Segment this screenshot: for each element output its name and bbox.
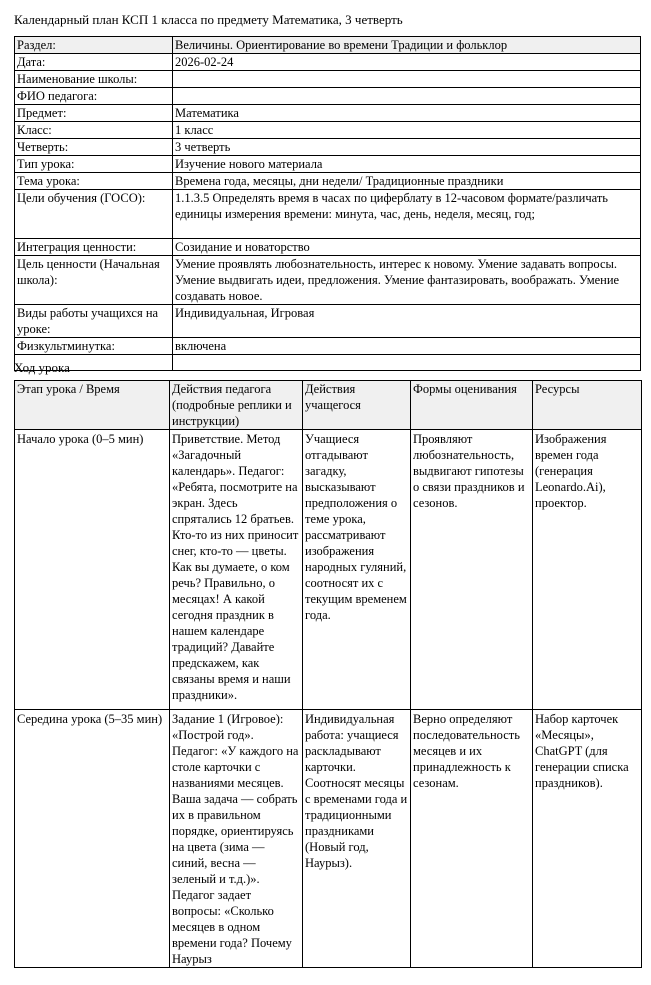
- meta-label: Дата:: [15, 54, 173, 71]
- column-header-assessment: Формы оценивания: [411, 381, 533, 430]
- meta-value: Математика: [173, 105, 641, 122]
- lesson-info-table: [14, 36, 641, 371]
- meta-value: включена: [173, 338, 641, 355]
- assessment-cell: Верно определяют последовательность месяцев и их принадлежность к сезонам.: [411, 710, 533, 968]
- student-actions-cell: Индивидуальная работа: учащиеся раскладывают карточки. Соотносят месяцы с временами года и традиционными праздниками (Новый год, Наурыз).: [303, 710, 411, 968]
- meta-row: [15, 54, 641, 71]
- stage-cell: Середина урока (5–35 мин): [15, 710, 170, 968]
- meta-row: [15, 305, 641, 338]
- meta-value: Изучение нового материала: [173, 156, 641, 173]
- meta-label: Четверть:: [15, 139, 173, 156]
- meta-label: Класс:: [15, 122, 173, 139]
- meta-label: Предмет:: [15, 105, 173, 122]
- meta-value: Созидание и новаторство: [173, 239, 641, 256]
- meta-value: 2026-02-24: [173, 54, 641, 71]
- meta-row: [15, 338, 641, 355]
- meta-label: Тип урока:: [15, 156, 173, 173]
- meta-value: [173, 88, 641, 105]
- meta-value: 1.1.3.5 Определять время в часах по циферблату в 12-часовом формате/различать единицы измерения времени: минута, час, день, неделя, месяц, год;: [173, 190, 641, 239]
- column-header-stage: Этап урока / Время: [15, 381, 170, 430]
- meta-label: Цель ценности (Начальная школа):: [15, 256, 173, 305]
- meta-label: Цели обучения (ГОСО):: [15, 190, 173, 239]
- flow-row-middle: [15, 710, 642, 968]
- meta-row: [15, 122, 641, 139]
- teacher-actions-cell: Приветствие. Метод «Загадочный календарь». Педагог: «Ребята, посмотрите на экран. Здесь спрятались 12 братьев. Кто-то из них приносит снег, кто-то — цветы. Как вы думаете, о ком речь? Правильно, о месяцах! А какой сегодня праздник в нашем календаре традиций? Давайте предскажем, как связаны время и наши праздники».: [170, 430, 303, 710]
- meta-value: 3 четверть: [173, 139, 641, 156]
- meta-row: [15, 239, 641, 256]
- column-header-resources: Ресурсы: [533, 381, 642, 430]
- meta-row: [15, 105, 641, 122]
- meta-value: Величины. Ориентирование во времени Традиции и фольклор: [173, 37, 641, 54]
- meta-label: Интеграция ценности:: [15, 239, 173, 256]
- meta-row: [15, 355, 641, 371]
- meta-label: Раздел:: [15, 37, 173, 54]
- meta-value: 1 класс: [173, 122, 641, 139]
- meta-label: Наименование школы:: [15, 71, 173, 88]
- meta-row: [15, 256, 641, 305]
- column-header-student: Действия учащегося: [303, 381, 411, 430]
- resources-cell: Изображения времен года (генерация Leonardo.Ai), проектор.: [533, 430, 642, 710]
- meta-row: [15, 37, 641, 54]
- meta-label: Виды работы учащихся на уроке:: [15, 305, 173, 338]
- flow-row-start: [15, 430, 642, 710]
- student-actions-cell: Учащиеся отгадывают загадку, высказывают предположения о теме урока, рассматривают изображения народных гуляний, соотносят их с текущим временем года.: [303, 430, 411, 710]
- assessment-cell: Проявляют любознательность, выдвигают гипотезы о связи праздников и сезонов.: [411, 430, 533, 710]
- meta-label: Тема урока:: [15, 173, 173, 190]
- stage-cell: Начало урока (0–5 мин): [15, 430, 170, 710]
- lesson-flow-title: Ход урока: [14, 360, 70, 375]
- meta-value: [173, 71, 641, 88]
- lesson-flow-table: [14, 380, 642, 968]
- meta-value: Времена года, месяцы, дни недели/ Традиционные праздники: [173, 173, 641, 190]
- meta-row: [15, 190, 641, 239]
- teacher-actions-cell: Задание 1 (Игровое): «Построй год». Педагог: «У каждого на столе карточки с названиями месяцев. Ваша задача — собрать их в правильном порядке, ориентируясь на цвета (зима — синий, весна — зеленый и т.д.)». Педагог задает вопросы: «Сколько месяцев в одном времени года? Почему Наурыз: [170, 710, 303, 968]
- document-title: Календарный план КСП 1 класса по предмету Математика, 3 четверть: [14, 12, 403, 27]
- meta-row: [15, 88, 641, 105]
- flow-header-row: [15, 381, 642, 430]
- meta-label: Физкультминутка:: [15, 338, 173, 355]
- meta-row: [15, 71, 641, 88]
- column-header-teacher: Действия педагога (подробные реплики и инструкции): [170, 381, 303, 430]
- meta-value: [173, 355, 641, 371]
- resources-cell: Набор карточек «Месяцы», ChatGPT (для генерации списка праздников).: [533, 710, 642, 968]
- meta-row: [15, 139, 641, 156]
- meta-row: [15, 156, 641, 173]
- meta-value: Индивидуальная, Игровая: [173, 305, 641, 338]
- meta-value: Умение проявлять любознательность, интерес к новому. Умение задавать вопросы. Умение выдвигать идеи, предложения. Умение фантазировать, воображать. Умение создавать новое.: [173, 256, 641, 305]
- meta-row: [15, 173, 641, 190]
- meta-label: ФИО педагога:: [15, 88, 173, 105]
